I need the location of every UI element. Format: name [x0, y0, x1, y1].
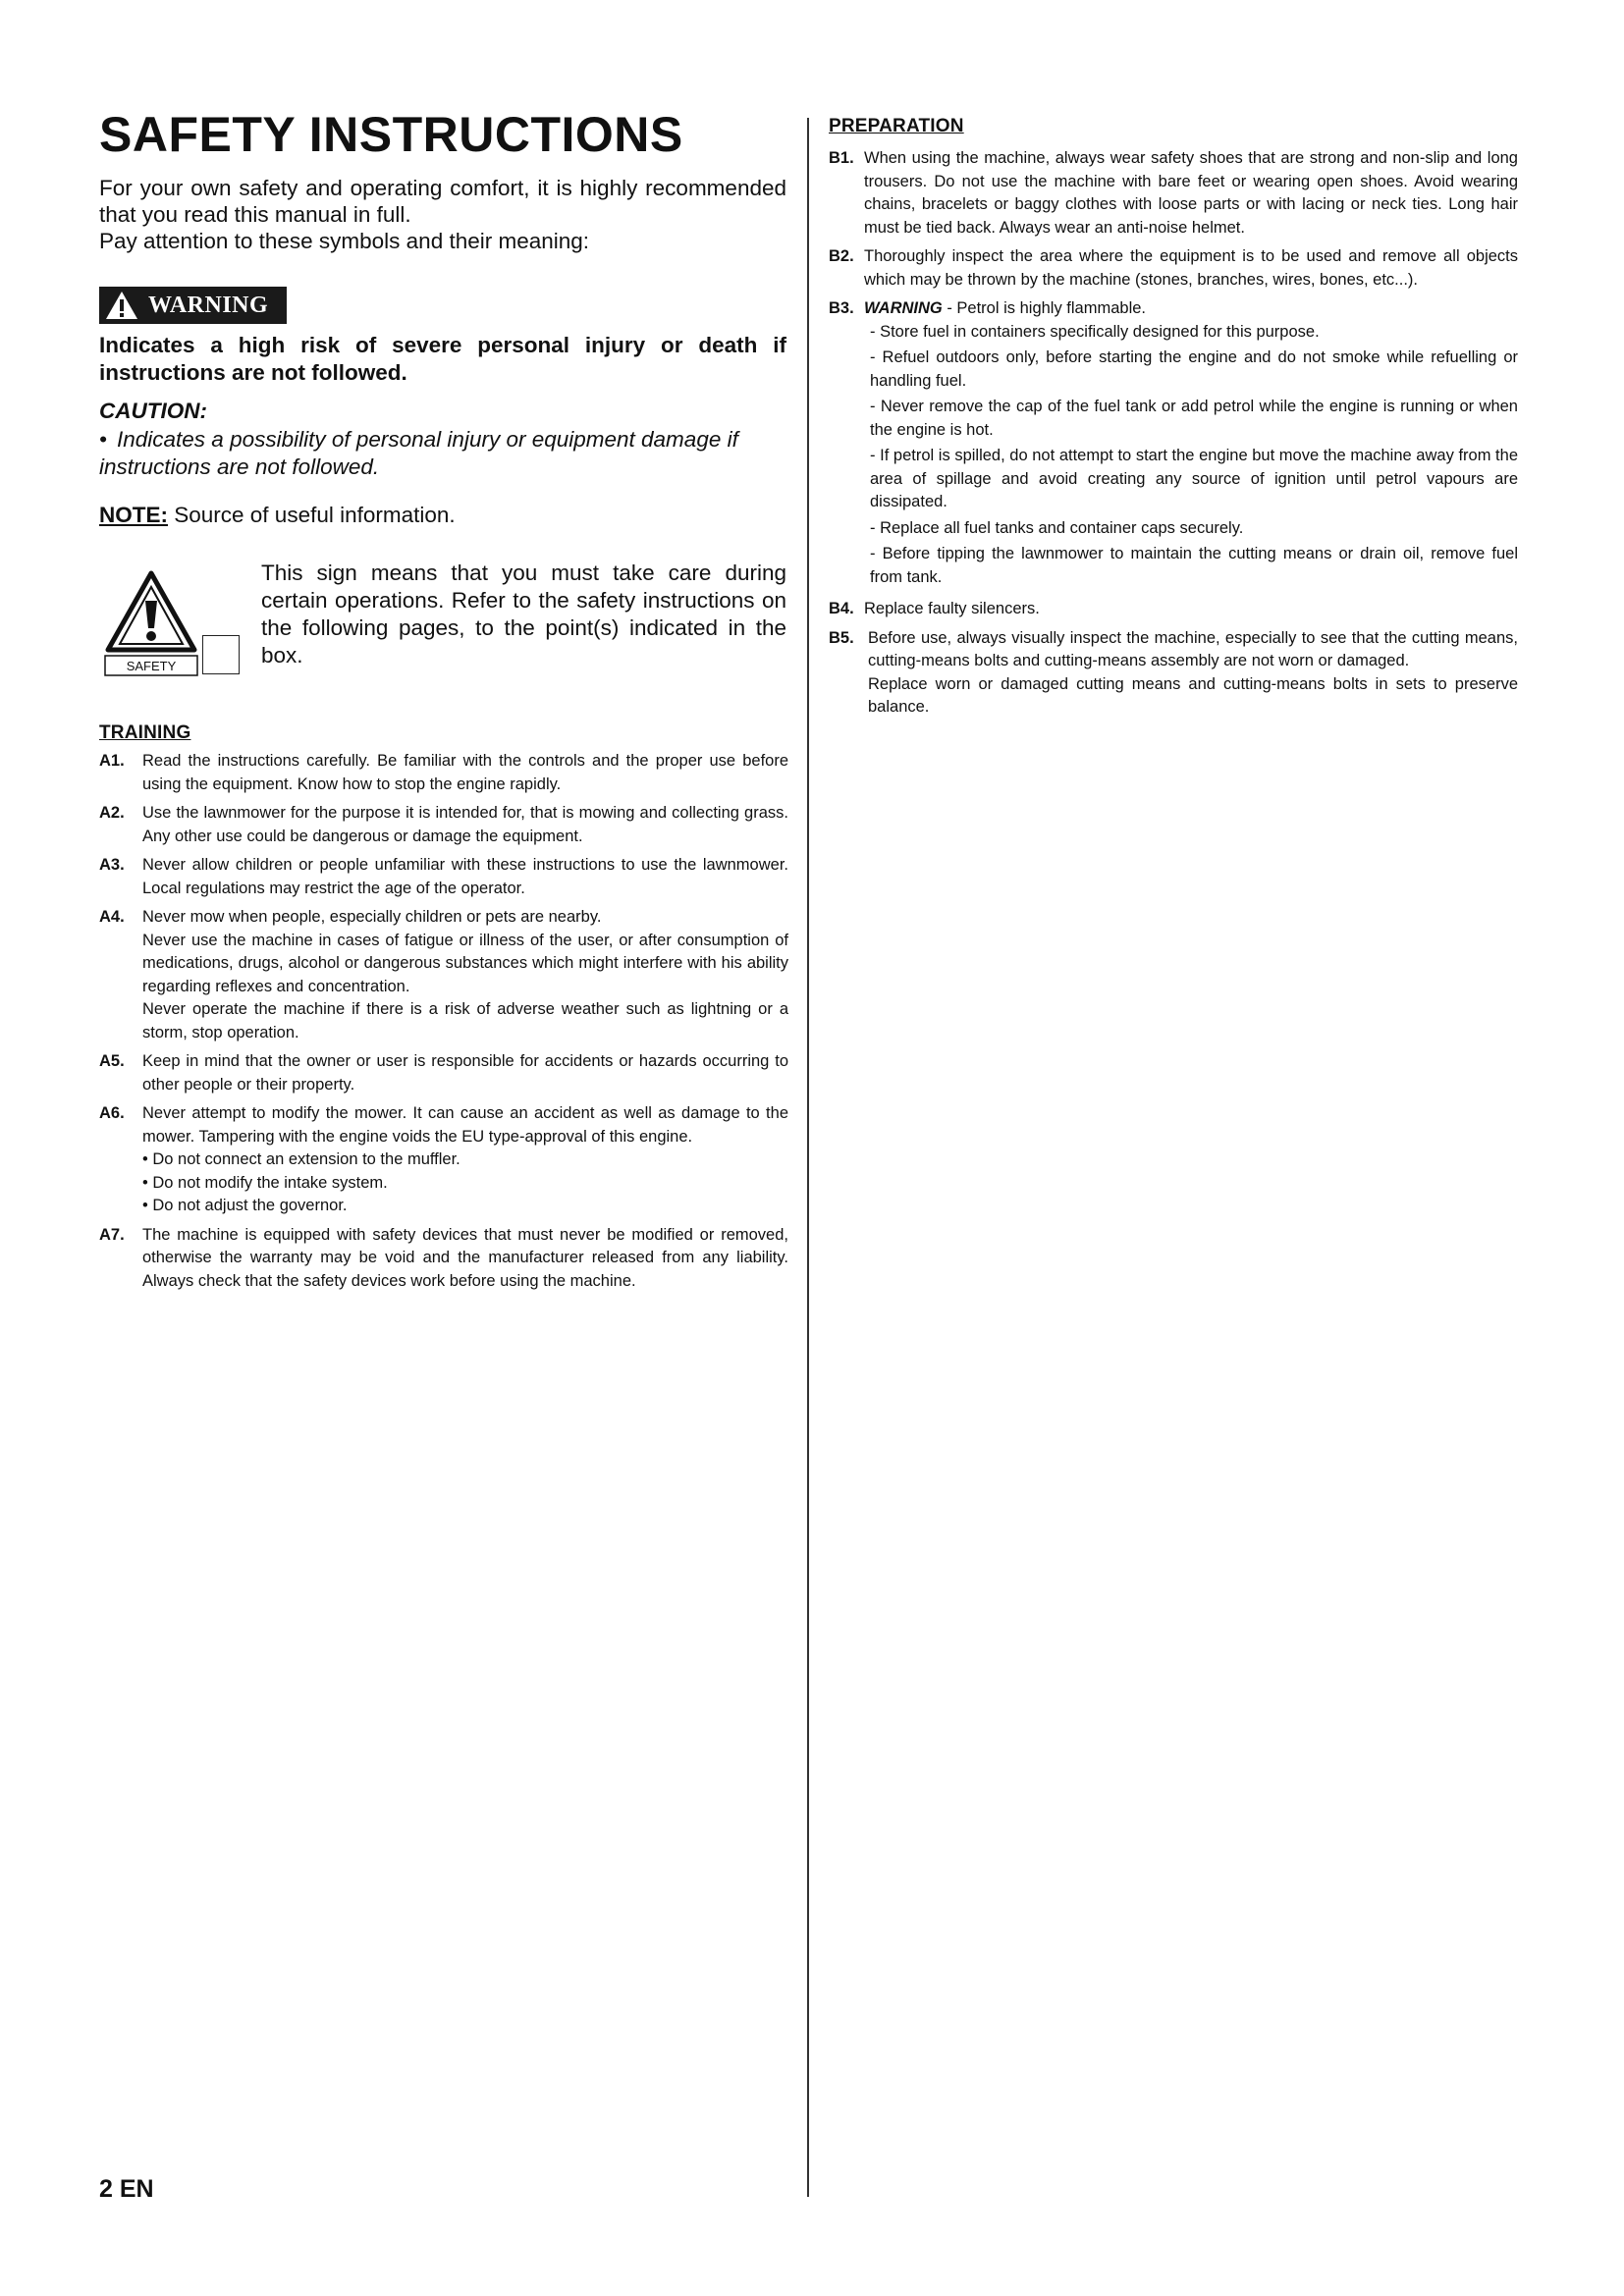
note-text: Source of useful information.: [168, 503, 456, 527]
item-text: Replace faulty silencers.: [864, 600, 1040, 617]
list-item: [99, 1224, 788, 1294]
item-text: Thoroughly inspect the area where the equipment is to be used and remove all objects which may be thrown by the machine (stones, branches, wires, bones, etc...).: [864, 247, 1518, 289]
warning-label: WARNING: [148, 292, 269, 318]
item-code: A2.: [99, 804, 125, 822]
item-text: Before use, always visually inspect the machine, especially to see that the cutting means, cutting-means bolts and cutting-means assembly are not worn or damaged.: [868, 628, 1518, 669]
caution-description: [99, 426, 786, 481]
list-item: [829, 297, 1518, 592]
item-text: Keep in mind that the owner or user is responsible for accidents or hazards occurring to other people or their property.: [142, 1052, 788, 1094]
intro-text: [99, 175, 786, 254]
preparation-heading: PREPARATION: [829, 116, 964, 136]
list-item: [99, 1102, 788, 1218]
list-item: [829, 245, 1518, 292]
intro-paragraph: Pay attention to these symbols and their meaning:: [99, 229, 590, 253]
warning-triangle-icon: [105, 291, 138, 320]
item-text: [864, 297, 1518, 321]
list-item: [99, 750, 788, 796]
item-text: Never use the machine in cases of fatigue or illness of the user, or after consumption of medications, drugs, alcohol or dangerous substances which might interfere with his ability regarding reflexes and concentration.: [142, 931, 788, 995]
item-code: B4.: [829, 600, 854, 617]
warning-text: - Petrol is highly flammable.: [942, 299, 1146, 317]
item-code: A5.: [99, 1052, 125, 1070]
caution-bullet: •: [99, 427, 107, 452]
list-item: [829, 147, 1518, 240]
item-text: When using the machine, always wear safety shoes that are strong and non-slip and long trousers. Do not use the machine with bare feet or wearing open shoes. Avoid wearing chains, bracelets or baggy clothes with loose parts or with lacing or neck ties. Long hair must be tied back. Always wear an anti-noise helmet.: [864, 149, 1518, 237]
warning-description: Indicates a high risk of severe personal injury or death if instructions are not followed.: [99, 333, 786, 385]
item-bullet: • Do not modify the intake system.: [142, 1173, 388, 1192]
item-text: Never attempt to modify the mower. It can cause an accident as well as damage to the mower. Tampering with the engine voids the EU type-approval of this engine.: [142, 1104, 788, 1146]
safety-sign-description: This sign means that you must take care during certain operations. Refer to the safety instructions on the following pages, to the point(s) indicated in the box.: [261, 561, 786, 667]
item-code: B3.: [829, 299, 854, 317]
note: [99, 503, 456, 528]
sub-item: - Refuel outdoors only, before starting the engine and do not smoke while refuelling or handling fuel.: [870, 348, 1518, 390]
item-code: B5.: [829, 628, 854, 647]
item-text: The machine is equipped with safety devices that must never be modified or removed, otherwise the warranty may be void and the manufacturer released from any liability. Always check that the safety devices work before using the machine.: [142, 1225, 788, 1290]
item-bullet: • Do not connect an extension to the muffler.: [142, 1150, 460, 1168]
item-text: Never mow when people, especially children or pets are nearby.: [142, 908, 602, 926]
item-code: B2.: [829, 247, 854, 265]
sub-item: - Replace all fuel tanks and container caps securely.: [870, 518, 1244, 537]
list-item: [99, 802, 788, 848]
list-item: [829, 627, 1518, 720]
intro-paragraph: For your own safety and operating comfort, it is highly recommended that you read this manual in full.: [99, 176, 786, 227]
sub-item: - If petrol is spilled, do not attempt to start the engine but move the machine away from the area of spillage and avoid creating any source of ignition until petrol vapours are dissipated.: [870, 447, 1518, 510]
caution-text: Indicates a possibility of personal injury or equipment damage if instructions are not followed.: [99, 427, 738, 479]
item-text: Never operate the machine if there is a risk of adverse weather such as lightning or a storm, stop operation.: [142, 1000, 788, 1041]
list-item: [99, 906, 788, 1044]
sub-item: - Before tipping the lawnmower to maintain the cutting means or drain oil, remove fuel from tank.: [870, 545, 1518, 586]
warning-word: WARNING: [864, 299, 943, 317]
training-list: [99, 750, 788, 1299]
item-code: A1.: [99, 752, 125, 770]
sub-item: - Never remove the cap of the fuel tank or add petrol while the engine is running or when the engine is hot.: [870, 398, 1518, 439]
item-text: Use the lawnmower for the purpose it is intended for, that is mowing and collecting grass. Any other use could be dangerous or damage the equipment.: [142, 804, 788, 845]
item-code: A7.: [99, 1225, 125, 1244]
item-code: A3.: [99, 856, 125, 874]
item-code: A4.: [99, 908, 125, 926]
item-text: Never allow children or people unfamiliar with these instructions to use the lawnmower. Local regulations may restrict the age of the operator.: [142, 856, 788, 897]
training-heading: TRAINING: [99, 722, 191, 743]
sub-item: - Store fuel in containers specifically designed for this purpose.: [870, 322, 1320, 341]
safety-point-box: [202, 635, 240, 674]
item-code: A6.: [99, 1104, 125, 1122]
list-item: [99, 1050, 788, 1096]
page-number: 2 EN: [99, 2175, 154, 2203]
item-code: B1.: [829, 149, 854, 167]
preparation-list: [829, 147, 1518, 725]
item-text: Replace worn or damaged cutting means and cutting-means bolts in sets to preserve balance.: [868, 674, 1518, 716]
warning-badge: [99, 287, 287, 324]
page-title: SAFETY INSTRUCTIONS: [99, 107, 683, 162]
safety-sign-label: SAFETY: [126, 659, 177, 673]
caution-title: CAUTION:: [99, 399, 207, 423]
note-label: NOTE:: [99, 503, 168, 527]
column-divider: [807, 118, 809, 2197]
item-bullet: • Do not adjust the governor.: [142, 1197, 348, 1214]
list-item: [99, 854, 788, 900]
item-text: Read the instructions carefully. Be familiar with the controls and the proper use before using the equipment. Know how to stop the engine rapidly.: [142, 752, 788, 793]
list-item: [829, 598, 1518, 621]
